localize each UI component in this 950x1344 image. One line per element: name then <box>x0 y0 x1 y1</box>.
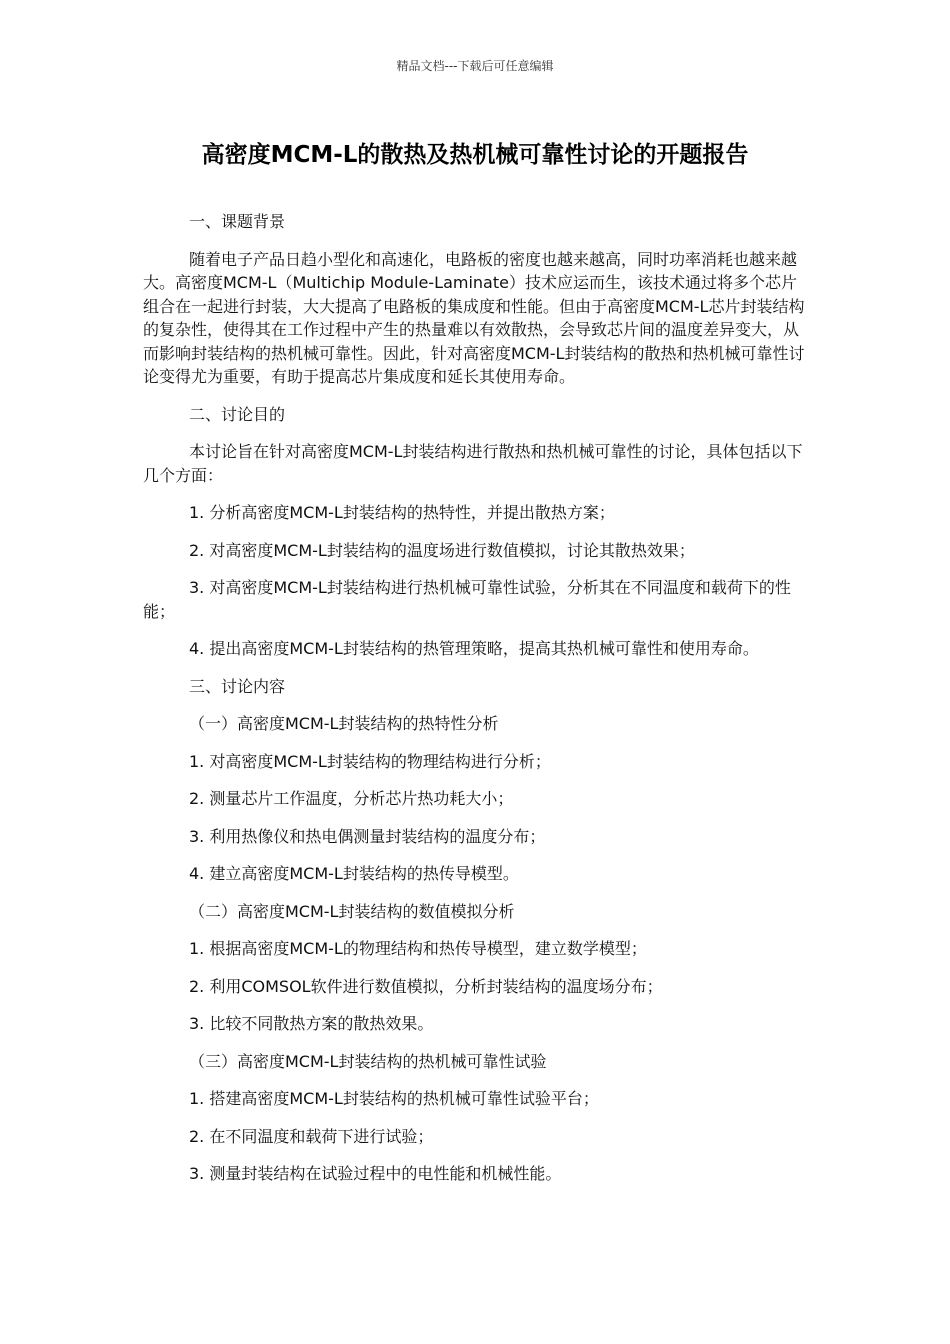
simulation-item-2: 2. 利用COMSOL软件进行数值模拟，分析封装结构的温度场分布； <box>189 976 663 996</box>
simulation-item-1: 1. 根据高密度MCM-L的物理结构和热传导模型，建立数学模型； <box>189 939 647 958</box>
paragraph-background: 随着电子产品日趋小型化和高速化，电路板的密度也越来越高，同时功率消耗也越来越大。高密度MCM-L（Multichip Module-Laminate）技术应运而生，该技术通过将多个芯片组合在一起进行封装，大大提高了电路板的集成度和性能。但由于高密度MCM-L芯片封装结构的复杂性，使得其在工作过程中产生的热量难以有效散热，会导致芯片间的温度差异变大，从而影响封装结构的热机械可靠性。因此，针对高密度MCM-L封装结构的散热和热机械可靠性讨论变得尤为重要，有助于提高芯片集成度和延长其使用寿命。 <box>143 249 805 386</box>
subsection-heading-thermal: （一）高密度MCM-L封装结构的热特性分析 <box>189 714 499 733</box>
document-title: 高密度MCM-L的散热及热机械可靠性讨论的开题报告 <box>201 142 749 168</box>
document-body <box>143 210 811 1186</box>
thermal-item-1: 1. 对高密度MCM-L封装结构的物理结构进行分析； <box>189 751 551 771</box>
reliability-item-3: 3. 测量封装结构在试验过程中的电性能和机械性能。 <box>189 1164 562 1183</box>
subsection-heading-reliability: （三）高密度MCM-L封装结构的热机械可靠性试验 <box>189 1051 547 1071</box>
page-header: 精品文档---下载后可任意编辑 <box>396 59 554 73</box>
purpose-item-3: 3. 对高密度MCM-L封装结构进行热机械可靠性试验，分析其在不同温度和载荷下的性能； <box>143 578 791 621</box>
simulation-item-3: 3. 比较不同散热方案的散热效果。 <box>189 1014 434 1033</box>
purpose-item-4: 4. 提出高密度MCM-L封装结构的热管理策略，提高其热机械可靠性和使用寿命。 <box>189 639 759 658</box>
section-heading-purpose: 二、讨论目的 <box>189 404 286 424</box>
thermal-item-2: 2. 测量芯片工作温度，分析芯片热功耗大小； <box>189 789 514 808</box>
paragraph-purpose-intro: 本讨论旨在针对高密度MCM-L封装结构进行散热和热机械可靠性的讨论，具体包括以下几个方面： <box>143 442 803 485</box>
subsection-heading-simulation: （二）高密度MCM-L封装结构的数值模拟分析 <box>189 901 515 921</box>
thermal-item-3: 3. 利用热像仪和热电偶测量封装结构的温度分布； <box>189 826 546 846</box>
thermal-item-4: 4. 建立高密度MCM-L封装结构的热传导模型。 <box>189 864 519 883</box>
reliability-item-1: 1. 搭建高密度MCM-L封装结构的热机械可靠性试验平台； <box>189 1089 599 1108</box>
purpose-item-2: 2. 对高密度MCM-L封装结构的温度场进行数值模拟，讨论其散热效果； <box>189 540 695 560</box>
purpose-item-1: 1. 分析高密度MCM-L封装结构的热特性，并提出散热方案； <box>189 503 615 522</box>
reliability-item-2: 2. 在不同温度和载荷下进行试验； <box>189 1126 434 1146</box>
section-heading-content: 三、讨论内容 <box>189 676 286 696</box>
section-heading-background: 一、课题背景 <box>189 212 286 231</box>
